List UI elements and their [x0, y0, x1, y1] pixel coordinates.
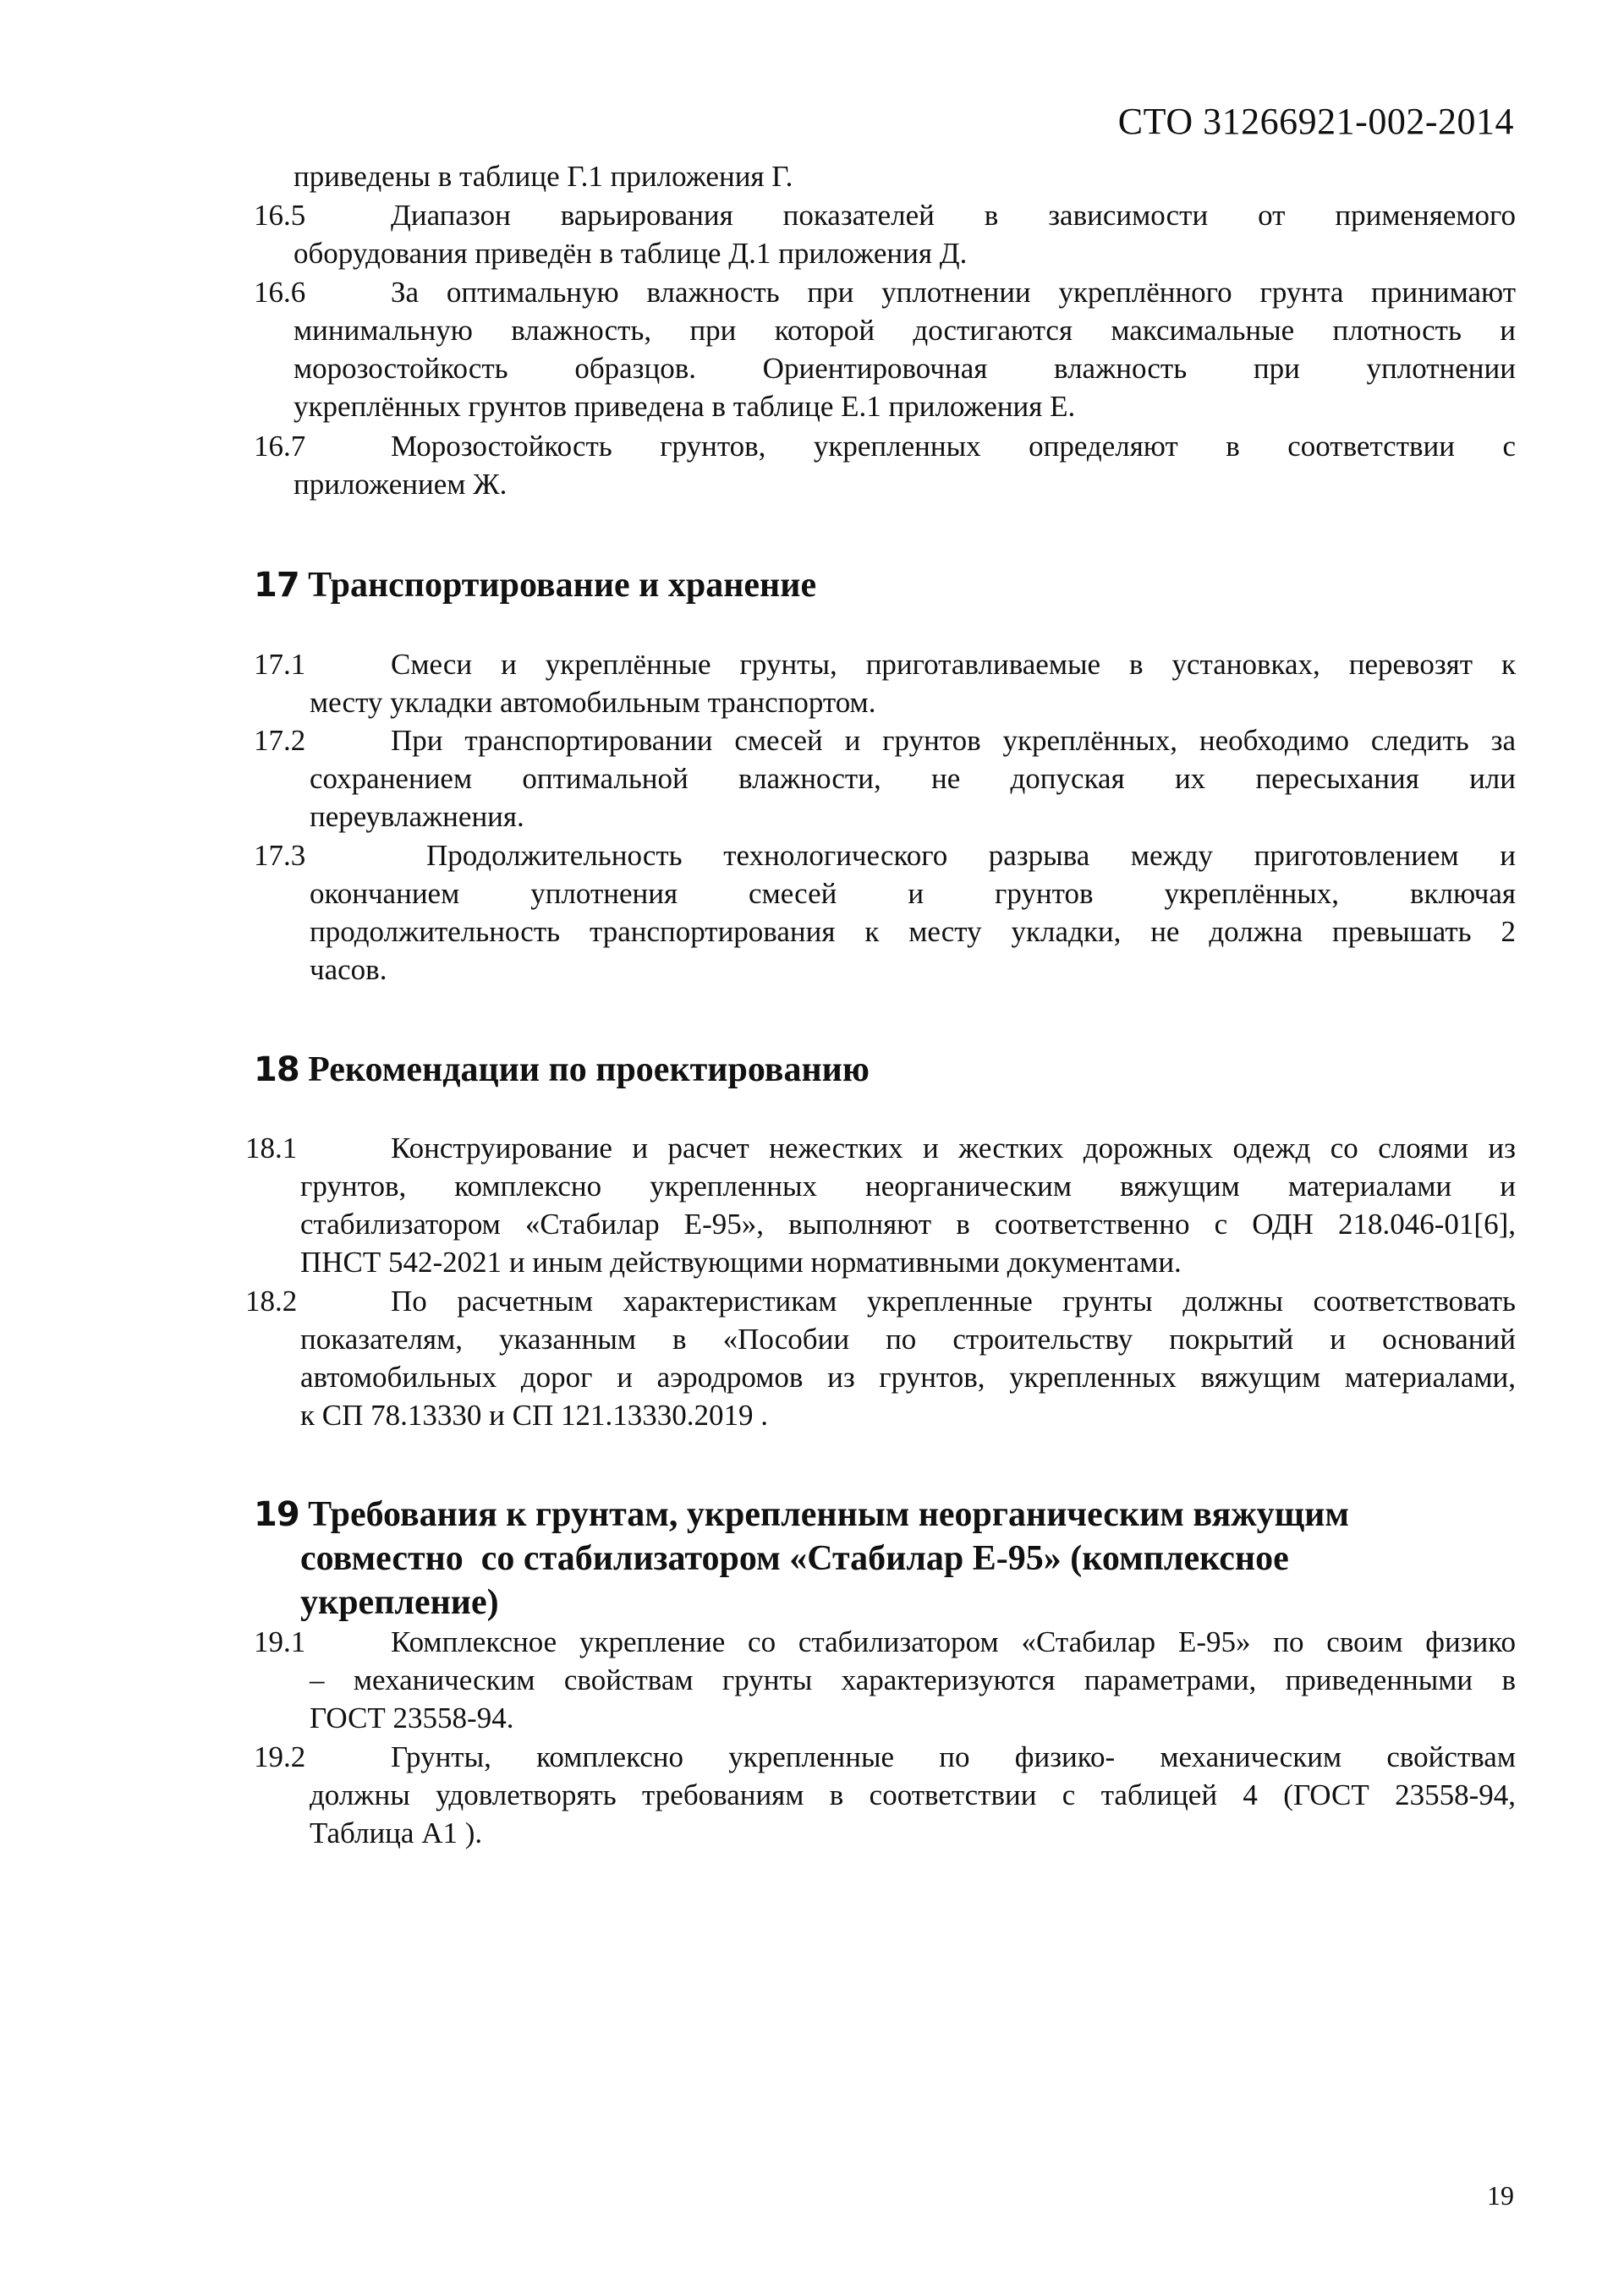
- document-code: СТО 31266921-002-2014: [1117, 101, 1514, 142]
- clause-line: показателям, указанным в «Пособии по строительству покрытий и оснований: [300, 1323, 1516, 1356]
- page-number: 19: [1487, 2180, 1514, 2211]
- clause-line: Продолжительность технологического разрыва между приготовлением и: [426, 839, 1516, 872]
- clause-number: 16.5: [254, 199, 306, 232]
- clause-line: минимальную влажность, при которой достигаются максимальные плотность и: [294, 314, 1516, 347]
- clause-line: По расчетным характеристикам укрепленные грунты должны соответствовать: [391, 1285, 1516, 1318]
- clause-line: При транспортировании смесей и грунтов укреплённых, необходимо следить за: [391, 724, 1516, 757]
- section-title: Транспортирование и хранение: [308, 566, 817, 605]
- section-number: 19: [254, 1495, 299, 1534]
- clause-line: часов.: [310, 953, 387, 986]
- clause-number: 16.6: [254, 276, 306, 309]
- clause-line: Грунты, комплексно укрепленные по физико- механическим свойствам: [391, 1740, 1516, 1773]
- clause-line: Морозостойкость грунтов, укрепленных определяют в соответствии с: [391, 430, 1516, 463]
- clause-number: 17.3: [254, 839, 306, 872]
- clause-line: Комплексное укрепление со стабилизатором «Стабилар Е-95» по своим физико: [391, 1625, 1516, 1658]
- clause-number: 16.7: [254, 430, 306, 463]
- section-18-heading: [254, 1048, 870, 1092]
- clause-line: Смеси и укреплённые грунты, приготавливаемые в установках, перевозят к: [391, 648, 1516, 681]
- clause-line: – механическим свойствам грунты характеризуются параметрами, приведенными в: [310, 1663, 1516, 1696]
- clause-line: приложением Ж.: [294, 468, 508, 501]
- clause-line: должны удовлетворять требованиям в соответствии с таблицей 4 (ГОСТ 23558-94,: [310, 1778, 1516, 1811]
- clause-line: укреплённых грунтов приведена в таблице Е.1 приложения Е.: [294, 390, 1076, 423]
- clause-number: 18.2: [245, 1285, 298, 1318]
- section-title-line: совместно со стабилизатором «Стабилар Е-95» (комплексное: [300, 1539, 1289, 1578]
- clause-number: 18.1: [245, 1132, 298, 1164]
- clause-line: сохранением оптимальной влажности, не допуская их пересыхания или: [310, 762, 1516, 795]
- section-number: 17: [254, 566, 299, 605]
- clause-line: За оптимальную влажность при уплотнении укреплённого грунта принимают: [391, 276, 1516, 309]
- clause-line: морозостойкость образцов. Ориентировочная влажность при уплотнении: [294, 352, 1516, 385]
- section-title-line: укрепление): [300, 1583, 499, 1622]
- section-19-heading: [254, 1493, 1506, 1625]
- clause-number: 17.1: [254, 648, 306, 681]
- clause-line: Конструирование и расчет нежестких и жестких дорожных одежд со слоями из: [391, 1132, 1516, 1164]
- clause-line: автомобильных дорог и аэродромов из грунтов, укрепленных вяжущим материалами,: [300, 1361, 1516, 1394]
- clause-line: оборудования приведён в таблице Д.1 приложения Д.: [294, 237, 968, 270]
- clause-line: окончанием уплотнения смесей и грунтов укреплённых, включая: [310, 877, 1516, 910]
- section-number: 18: [254, 1050, 299, 1089]
- clause-line: стабилизатором «Стабилар Е-95», выполняют в соответственно с ОДН 218.046-01[6],: [300, 1208, 1516, 1241]
- clause-number: 19.2: [254, 1740, 306, 1773]
- intro-line: приведены в таблице Г.1 приложения Г.: [294, 160, 793, 193]
- clause-number: 19.1: [254, 1625, 306, 1658]
- clause-number: 17.2: [254, 724, 306, 757]
- clause-line: продолжительность транспортирования к месту укладки, не должна превышать 2: [310, 915, 1516, 948]
- clause-line: ГОСТ 23558-94.: [310, 1701, 514, 1734]
- clause-line: Диапазон варьирования показателей в зависимости от применяемого: [391, 199, 1516, 232]
- section-17-heading: [254, 563, 816, 607]
- clause-line: грунтов, комплексно укрепленных неорганическим вяжущим материалами и: [300, 1170, 1516, 1203]
- clause-line: Таблица А1 ).: [310, 1817, 483, 1849]
- clause-line: к СП 78.13330 и СП 121.13330.2019 .: [300, 1399, 768, 1432]
- clause-line: месту укладки автомобильным транспортом.: [310, 686, 876, 719]
- section-title: Рекомендации по проектированию: [308, 1050, 870, 1089]
- clause-line: переувлажнения.: [310, 800, 524, 833]
- clause-line: ПНСТ 542-2021 и иным действующими нормативными документами.: [300, 1246, 1182, 1279]
- section-title-line: Требования к грунтам, укрепленным неорганическим вяжущим: [308, 1495, 1349, 1534]
